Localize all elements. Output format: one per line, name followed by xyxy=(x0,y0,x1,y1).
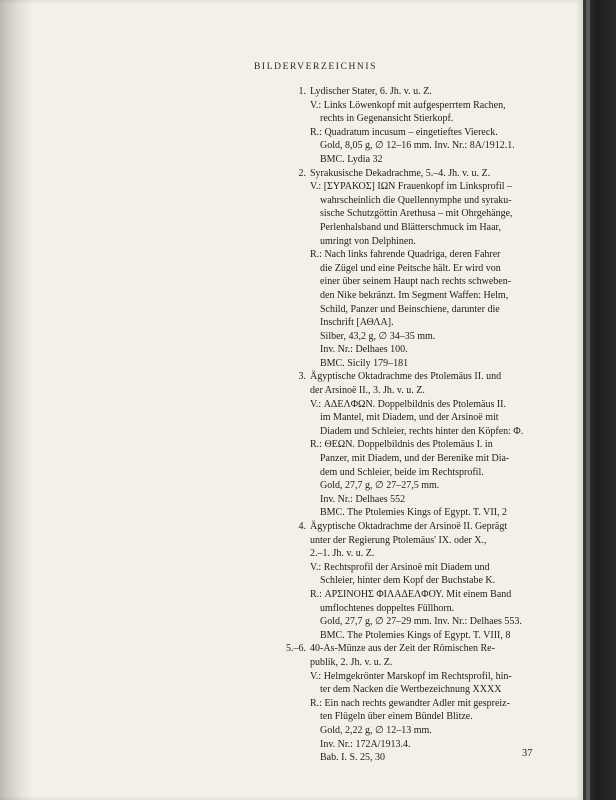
entry-line xyxy=(272,303,542,317)
entry-line xyxy=(272,153,542,167)
entry-line xyxy=(272,466,542,480)
entry-line-text: Inv. Nr.: Delhaes 100. xyxy=(320,344,408,356)
entry-line-text: Syrakusische Dekadrachme, 5.–4. Jh. v. u. Z. xyxy=(310,167,491,179)
entry-line-text: der Arsinoë II., 3. Jh. v. u. Z. xyxy=(310,385,425,397)
entry-line xyxy=(272,343,542,357)
entry-line xyxy=(272,615,542,629)
entry-line xyxy=(272,384,542,398)
page-heading: BILDERVERZEICHNIS xyxy=(254,62,378,72)
entry-line-text: BMC. The Ptolemies Kings of Egypt. T. VIII, 8 xyxy=(320,629,511,641)
page-gutter-shadow xyxy=(0,0,34,800)
entry-line-text: umflochtenes doppeltes Füllhorn. xyxy=(320,602,455,614)
catalog-entry xyxy=(272,370,542,520)
entry-line xyxy=(272,547,542,561)
entry-line xyxy=(272,724,542,738)
entry-line xyxy=(272,330,542,344)
entry-line-text: die Zügel und eine Peitsche hält. Er wird von xyxy=(320,262,501,274)
entry-line-text: BMC. Lydia 32 xyxy=(320,153,383,165)
entry-line xyxy=(272,207,542,221)
entry-line-text: Lydischer Stater, 6. Jh. v. u. Z. xyxy=(310,86,432,97)
entry-line xyxy=(272,139,542,153)
entry-line-text: Bab. I. S. 25, 30 xyxy=(320,752,385,764)
catalog-entry xyxy=(272,520,542,642)
entry-line xyxy=(272,194,542,208)
entry-line-text: rechts in Gegenansicht Stierkopf. xyxy=(320,113,454,125)
catalog-entry xyxy=(272,167,542,371)
entry-line xyxy=(272,479,542,493)
entry-line xyxy=(272,670,542,684)
entry-line xyxy=(272,751,542,765)
entry-line-text: BMC. The Ptolemies Kings of Egypt. T. VII, 2 xyxy=(320,507,508,519)
entry-line xyxy=(272,262,542,276)
entry-line xyxy=(272,493,542,507)
entry-line xyxy=(272,126,542,140)
entry-line-text: R.: Nach links fahrende Quadriga, deren Fahrer xyxy=(310,249,501,261)
entry-line-text: 2.–1. Jh. v. u. Z. xyxy=(310,548,375,560)
entry-line-text: 40-As-Münze aus der Zeit der Römischen Re- xyxy=(310,643,495,655)
entry-line xyxy=(272,506,542,520)
entry-line-text: im Mantel, mit Diadem, und der Arsinoë mit xyxy=(320,412,499,424)
entry-line-text: umringt von Delphinen. xyxy=(320,235,416,247)
entry-line-text: ter dem Nacken die Wertbezeichnung XXXX xyxy=(320,684,502,696)
entry-line xyxy=(272,602,542,616)
entry-line-text: Ägyptische Oktadrachme der Arsinoë II. Geprägt xyxy=(310,521,508,532)
entry-line-text: sische Schutzgöttin Arethusa – mit Ohrgehänge, xyxy=(320,208,513,220)
catalog-entry xyxy=(272,85,542,167)
entry-line xyxy=(272,411,542,425)
entry-line xyxy=(272,642,542,656)
entry-line-text: V.: [ΣΥΡΑΚΟΣ] ΙΩΝ Frauenkopf im Linksprofil – xyxy=(310,181,512,193)
entry-line xyxy=(272,85,542,99)
catalog-entry xyxy=(272,642,542,764)
entry-line xyxy=(272,697,542,711)
entry-line xyxy=(272,398,542,412)
entry-line-text: Inv. Nr.: 172A/1913.4. xyxy=(320,738,411,750)
entry-number: 3. xyxy=(298,371,306,383)
entry-line xyxy=(272,629,542,643)
entry-line-text: Gold, 27,7 g, ∅ 27–27,5 mm. xyxy=(320,480,440,492)
entry-line xyxy=(272,180,542,194)
entry-line-text: einer über seinem Haupt nach rechts schweben- xyxy=(320,276,512,288)
entry-line xyxy=(272,112,542,126)
entry-line-text: den Nike bekränzt. Im Segment Waffen: Helm, xyxy=(320,289,509,301)
book-cover-strip xyxy=(586,0,590,800)
entry-line-text: Gold, 8,05 g, ∅ 12–16 mm. Inv. Nr.: 8A/1912.1. xyxy=(320,140,515,152)
entry-line xyxy=(272,248,542,262)
entry-line xyxy=(272,235,542,249)
entry-line xyxy=(272,167,542,181)
entry-line-text: V.: ΑΔΕΛΦΩΝ. Doppelbildnis des Ptolemäus II. xyxy=(310,398,507,410)
entry-line-text: wahrscheinlich die Quellennymphe und syraku- xyxy=(320,194,512,206)
entry-line-text: V.: Helmgekrönter Marskopf im Rechtsprofil, hin- xyxy=(310,670,512,682)
entry-line-text: Inv. Nr.: Delhaes 552 xyxy=(320,493,406,505)
entry-line-text: Silber, 43,2 g, ∅ 34–35 mm. xyxy=(320,330,436,342)
entry-line-text: BMC. Sicily 179–181 xyxy=(320,357,409,369)
entry-line xyxy=(272,357,542,371)
entry-number: 1. xyxy=(298,86,306,97)
entry-line-text: Gold, 27,7 g, ∅ 27–29 mm. Inv. Nr.: Delhaes 553. xyxy=(320,616,522,628)
entry-line-text: Gold, 2,22 g, ∅ 12–13 mm. xyxy=(320,724,432,736)
entry-line xyxy=(272,574,542,588)
entry-line-text: Schleier, hinter dem Kopf der Buchstabe K. xyxy=(320,575,496,587)
entry-number: 2. xyxy=(298,167,306,179)
catalog-entries xyxy=(272,85,542,765)
entry-line xyxy=(272,683,542,697)
entry-line-text: R.: ΘΕΩΝ. Doppelbildnis des Ptolemäus I. in xyxy=(310,439,493,451)
entry-line-text: Schild, Panzer und Beinschiene, darunter die xyxy=(320,303,500,315)
entry-line xyxy=(272,561,542,575)
entry-line-text: R.: Quadratum incusum – eingetieftes Viereck. xyxy=(310,126,498,138)
entry-line-text: unter der Regierung Ptolemäus' IX. oder X., xyxy=(310,534,487,546)
entry-line-text: R.: ΑΡΣΙΝΟΗΣ ΦΙΛΑΔΕΛΦΟΥ. Mit einem Band xyxy=(310,588,512,600)
entry-line xyxy=(272,534,542,548)
entry-line xyxy=(272,738,542,752)
entry-number: 5.–6. xyxy=(286,643,306,655)
entry-line xyxy=(272,438,542,452)
entry-line-text: Diadem und Schleier, rechts hinter den Köpfen: Φ. xyxy=(320,425,524,437)
entry-line-text: Inschrift [ΑΘΛΑ]. xyxy=(320,317,394,329)
entry-line-text: Perlenhalsband und Blätterschmuck im Haar, xyxy=(320,221,501,233)
entry-line xyxy=(272,520,542,534)
entry-line xyxy=(272,289,542,303)
entry-number: 4. xyxy=(298,521,306,532)
entry-line xyxy=(272,588,542,602)
page-number: 37 xyxy=(522,748,533,759)
entry-line-text: publik, 2. Jh. v. u. Z. xyxy=(310,656,393,668)
entry-line xyxy=(272,656,542,670)
entry-line xyxy=(272,370,542,384)
entry-line-text: Panzer, mit Diadem, und der Berenike mit Dia- xyxy=(320,453,510,465)
entry-line xyxy=(272,452,542,466)
entry-line xyxy=(272,316,542,330)
entry-line-text: Ägyptische Oktadrachme des Ptolemäus II. und xyxy=(310,371,502,383)
entry-line xyxy=(272,710,542,724)
entry-line xyxy=(272,275,542,289)
entry-line xyxy=(272,221,542,235)
entry-line-text: V.: Rechtsprofil der Arsinoë mit Diadem und xyxy=(310,561,490,573)
entry-line xyxy=(272,99,542,113)
entry-line-text: ten Flügeln über einem Bündel Blitze. xyxy=(320,711,473,723)
entry-line-text: V.: Links Löwenkopf mit aufgesperrtem Rachen, xyxy=(310,99,506,111)
entry-line xyxy=(272,425,542,439)
entry-line-text: dem und Schleier, beide im Rechtsprofil. xyxy=(320,466,484,478)
entry-line-text: R.: Ein nach rechts gewandter Adler mit gespreiz- xyxy=(310,697,510,709)
